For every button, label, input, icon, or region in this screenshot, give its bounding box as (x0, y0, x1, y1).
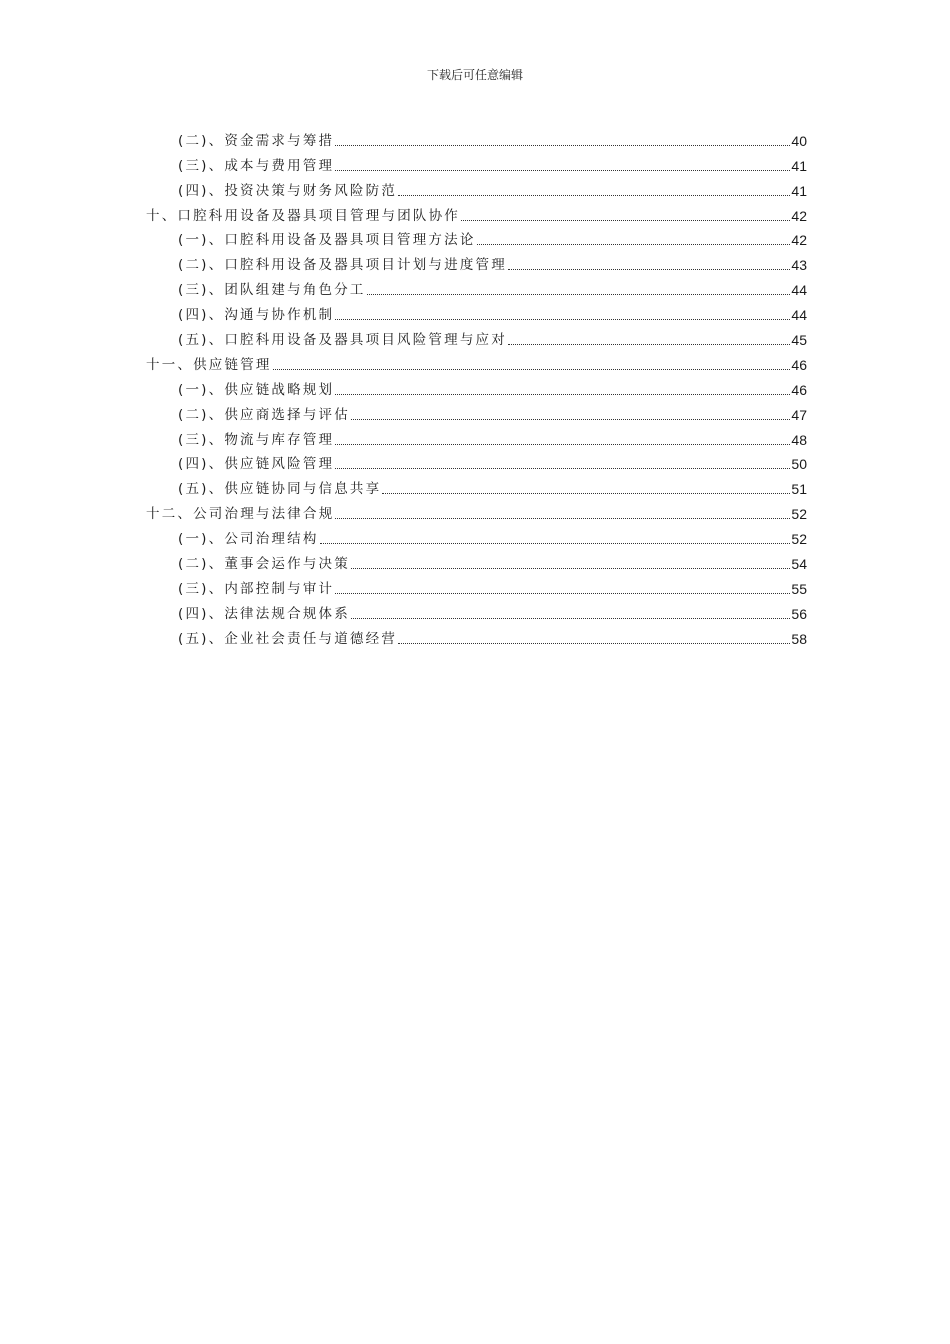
toc-dot-leader (335, 318, 790, 320)
toc-dot-leader (335, 393, 790, 395)
toc-entry[interactable] (146, 151, 807, 176)
toc-entry[interactable] (146, 375, 807, 400)
toc-entry-page: 56 (791, 605, 807, 622)
toc-entry[interactable] (146, 250, 807, 275)
toc-entry-page: 41 (791, 157, 807, 174)
toc-entry-page: 46 (791, 356, 807, 373)
toc-chapter-entry[interactable] (146, 499, 807, 524)
toc-entry[interactable] (146, 599, 807, 624)
toc-entry-title: (二)、资金需求与筹措 (178, 132, 335, 149)
toc-entry[interactable] (146, 524, 807, 549)
toc-dot-leader (508, 268, 790, 270)
toc-entry-page: 48 (791, 431, 807, 448)
toc-dot-leader (398, 194, 790, 196)
toc-dot-leader (335, 169, 790, 171)
toc-entry[interactable] (146, 126, 807, 151)
toc-entry[interactable] (146, 549, 807, 574)
toc-dot-leader (461, 219, 790, 221)
toc-entry-title: (四)、投资决策与财务风险防范 (178, 182, 398, 199)
toc-entry-page: 50 (791, 456, 807, 473)
toc-entry[interactable] (146, 450, 807, 475)
toc-entry-title: (五)、供应链协同与信息共享 (178, 481, 382, 498)
toc-entry-page: 44 (791, 282, 807, 299)
toc-entry-title: (三)、内部控制与审计 (178, 580, 335, 597)
toc-entry-page: 41 (791, 182, 807, 199)
toc-entry-title: (一)、供应链战略规划 (178, 381, 335, 398)
toc-entry[interactable] (146, 176, 807, 201)
toc-entry-page: 42 (791, 232, 807, 249)
toc-entry-title: (三)、成本与费用管理 (178, 157, 335, 174)
toc-entry-page: 51 (791, 481, 807, 498)
toc-entry-page: 47 (791, 406, 807, 423)
toc-entry-title: (四)、法律法规合规体系 (178, 605, 350, 622)
page-header-note: 下载后可任意编辑 (426, 68, 523, 82)
toc-entry-title: 十、口腔科用设备及器具项目管理与团队协作 (146, 207, 460, 224)
toc-entry[interactable] (146, 624, 807, 649)
toc-dot-leader (335, 592, 790, 594)
toc-dot-leader (351, 418, 790, 420)
toc-entry-page: 54 (791, 556, 807, 573)
toc-entry-title: (三)、团队组建与角色分工 (178, 282, 366, 299)
toc-dot-leader (335, 517, 790, 519)
toc-dot-leader (335, 144, 790, 146)
toc-dot-leader (398, 642, 790, 644)
toc-entry-title: (二)、供应商选择与评估 (178, 406, 350, 423)
toc-entry[interactable] (146, 400, 807, 425)
toc-entry-page: 42 (791, 207, 807, 224)
toc-entry-title: (二)、董事会运作与决策 (178, 556, 350, 573)
toc-entry-title: (三)、物流与库存管理 (178, 431, 335, 448)
toc-entry-title: (一)、口腔科用设备及器具项目管理方法论 (178, 232, 476, 249)
toc-entry[interactable] (146, 325, 807, 350)
toc-entry-page: 55 (791, 580, 807, 597)
toc-entry-page: 52 (791, 506, 807, 523)
toc-entry[interactable] (146, 574, 807, 599)
toc-entry-title: (二)、口腔科用设备及器具项目计划与进度管理 (178, 257, 507, 274)
toc-dot-leader (382, 492, 790, 494)
toc-dot-leader (335, 467, 790, 469)
toc-entry-title: (五)、企业社会责任与道德经营 (178, 630, 398, 647)
toc-entry[interactable] (146, 474, 807, 499)
toc-dot-leader (367, 293, 791, 295)
toc-entry-page: 43 (791, 257, 807, 274)
toc-dot-leader (273, 368, 791, 370)
toc-entry[interactable] (146, 275, 807, 300)
toc-entry-title: (五)、口腔科用设备及器具项目风险管理与应对 (178, 332, 507, 349)
toc-entry-title: (四)、供应链风险管理 (178, 456, 335, 473)
toc-chapter-entry[interactable] (146, 201, 807, 226)
toc-entry-title: 十二、公司治理与法律合规 (146, 506, 335, 523)
toc-chapter-entry[interactable] (146, 350, 807, 375)
toc-entry-page: 44 (791, 307, 807, 324)
toc-dot-leader (508, 343, 790, 345)
toc-entry-page: 58 (791, 630, 807, 647)
toc-entry-page: 52 (791, 531, 807, 548)
toc-entry[interactable] (146, 300, 807, 325)
toc-dot-leader (351, 567, 790, 569)
toc-entry-title: (一)、公司治理结构 (178, 531, 319, 548)
table-of-contents (146, 126, 807, 649)
toc-dot-leader (477, 243, 791, 245)
toc-entry-page: 46 (791, 381, 807, 398)
toc-dot-leader (320, 542, 791, 544)
toc-entry-title: (四)、沟通与协作机制 (178, 307, 335, 324)
toc-entry-title: 十一、供应链管理 (146, 356, 272, 373)
toc-entry[interactable] (146, 226, 807, 251)
toc-dot-leader (351, 617, 790, 619)
toc-dot-leader (335, 443, 790, 445)
toc-entry[interactable] (146, 425, 807, 450)
toc-entry-page: 40 (791, 132, 807, 149)
toc-entry-page: 45 (791, 332, 807, 349)
